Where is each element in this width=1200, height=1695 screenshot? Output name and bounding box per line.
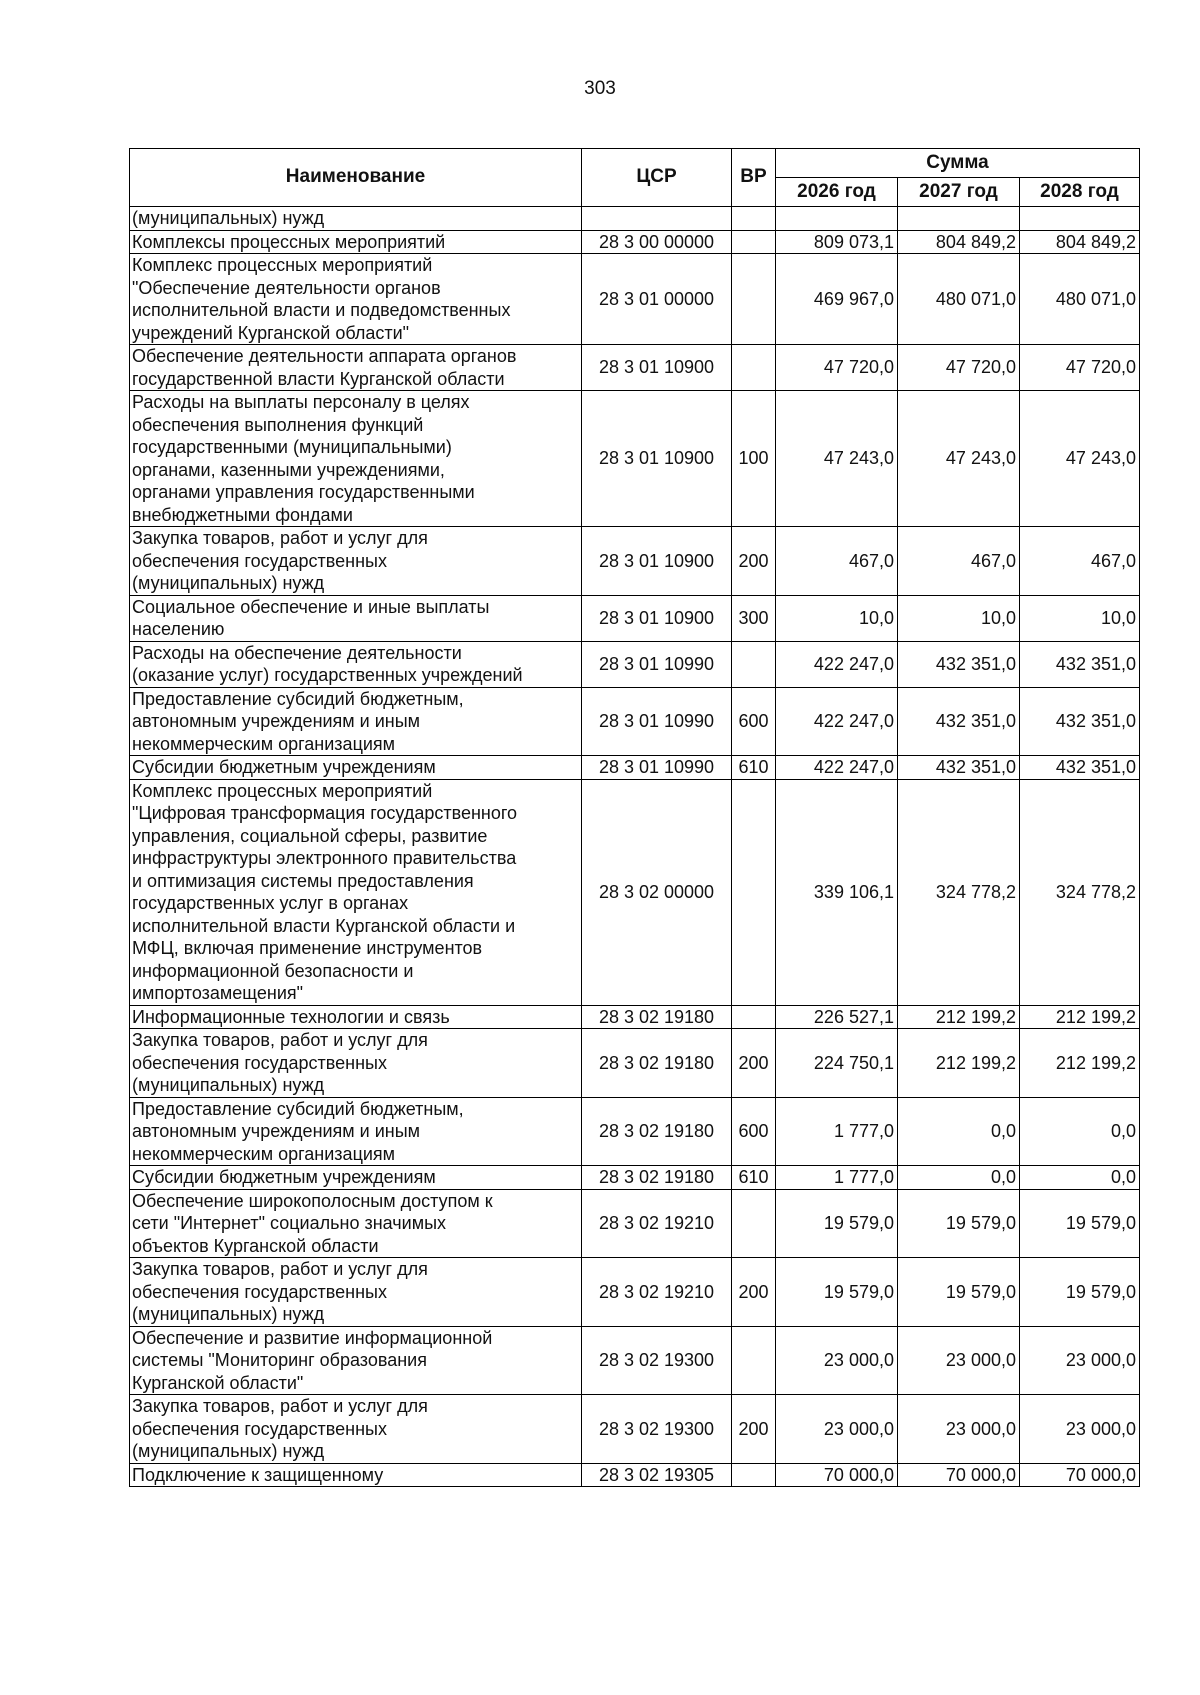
row-amount-2027: 23 000,0 (898, 1326, 1020, 1395)
row-name: Предоставление субсидий бюджетным, автономным учреждениям и иным некоммерческим организациям (130, 1097, 582, 1166)
header-csr: ЦСР (582, 149, 732, 207)
row-amount-2026: 47 720,0 (776, 345, 898, 391)
row-amount-2027: 70 000,0 (898, 1463, 1020, 1487)
row-name: Информационные технологии и связь (130, 1005, 582, 1029)
header-year-2028: 2028 год (1020, 178, 1140, 207)
row-csr: 28 3 02 19300 (582, 1326, 732, 1395)
row-amount-2026: 70 000,0 (776, 1463, 898, 1487)
row-vr (732, 345, 776, 391)
row-vr (732, 641, 776, 687)
row-name: Социальное обеспечение и иные выплаты населению (130, 595, 582, 641)
row-name: Обеспечение и развитие информационной системы "Мониторинг образования Курганской области" (130, 1326, 582, 1395)
row-vr: 300 (732, 595, 776, 641)
row-amount-2027: 804 849,2 (898, 230, 1020, 254)
row-amount-2026 (776, 207, 898, 231)
row-vr: 200 (732, 1395, 776, 1464)
row-name: Закупка товаров, работ и услуг для обеспечения государственных (муниципальных) нужд (130, 1395, 582, 1464)
row-vr: 600 (732, 1097, 776, 1166)
row-amount-2027: 480 071,0 (898, 254, 1020, 345)
row-vr (732, 1189, 776, 1258)
row-name: Закупка товаров, работ и услуг для обеспечения государственных (муниципальных) нужд (130, 1258, 582, 1327)
row-amount-2026: 19 579,0 (776, 1258, 898, 1327)
header-year-2026: 2026 год (776, 178, 898, 207)
row-amount-2028: 0,0 (1020, 1097, 1140, 1166)
table-row (130, 207, 1140, 231)
page-number: 303 (584, 78, 616, 99)
row-vr (732, 779, 776, 1005)
row-amount-2027: 467,0 (898, 527, 1020, 596)
row-vr: 200 (732, 1029, 776, 1098)
row-name: Обеспечение деятельности аппарата органов государственной власти Курганской области (130, 345, 582, 391)
row-amount-2027: 0,0 (898, 1166, 1020, 1190)
row-csr (582, 207, 732, 231)
row-amount-2026: 422 247,0 (776, 641, 898, 687)
row-name: Предоставление субсидий бюджетным, автономным учреждениям и иным некоммерческим организациям (130, 687, 582, 756)
row-amount-2026: 809 073,1 (776, 230, 898, 254)
table-row (130, 345, 1140, 391)
header-vr: ВР (732, 149, 776, 207)
row-amount-2028: 19 579,0 (1020, 1189, 1140, 1258)
table-row (130, 641, 1140, 687)
row-amount-2026: 339 106,1 (776, 779, 898, 1005)
row-amount-2028: 804 849,2 (1020, 230, 1140, 254)
row-csr: 28 3 01 10900 (582, 595, 732, 641)
row-csr: 28 3 00 00000 (582, 230, 732, 254)
row-amount-2027: 432 351,0 (898, 756, 1020, 780)
row-amount-2028: 47 243,0 (1020, 391, 1140, 527)
row-csr: 28 3 02 19210 (582, 1189, 732, 1258)
header-name: Наименование (130, 149, 582, 207)
row-amount-2027: 212 199,2 (898, 1029, 1020, 1098)
row-amount-2027: 432 351,0 (898, 641, 1020, 687)
table-row (130, 230, 1140, 254)
row-amount-2027: 23 000,0 (898, 1395, 1020, 1464)
row-amount-2028: 467,0 (1020, 527, 1140, 596)
table-row (130, 1029, 1140, 1098)
row-amount-2027 (898, 207, 1020, 231)
row-csr: 28 3 02 19180 (582, 1097, 732, 1166)
row-amount-2026: 224 750,1 (776, 1029, 898, 1098)
row-vr (732, 1326, 776, 1395)
row-csr: 28 3 02 19210 (582, 1258, 732, 1327)
row-amount-2028: 432 351,0 (1020, 641, 1140, 687)
row-amount-2028: 19 579,0 (1020, 1258, 1140, 1327)
table-row (130, 1326, 1140, 1395)
row-csr: 28 3 02 00000 (582, 779, 732, 1005)
row-amount-2026: 1 777,0 (776, 1097, 898, 1166)
row-vr: 610 (732, 1166, 776, 1190)
row-csr: 28 3 02 19305 (582, 1463, 732, 1487)
row-amount-2028: 23 000,0 (1020, 1395, 1140, 1464)
row-csr: 28 3 02 19180 (582, 1029, 732, 1098)
row-csr: 28 3 02 19180 (582, 1166, 732, 1190)
table-row (130, 527, 1140, 596)
row-name: Обеспечение широкополосным доступом к сети "Интернет" социально значимых объектов Курганской области (130, 1189, 582, 1258)
header-sum: Сумма (776, 149, 1140, 178)
row-amount-2027: 19 579,0 (898, 1189, 1020, 1258)
table-body (130, 207, 1140, 1487)
row-amount-2027: 212 199,2 (898, 1005, 1020, 1029)
row-amount-2026: 23 000,0 (776, 1395, 898, 1464)
row-name: Комплекс процессных мероприятий "Обеспечение деятельности органов исполнительной власти и подведомственных учреждений Курганской области" (130, 254, 582, 345)
row-amount-2027: 47 720,0 (898, 345, 1020, 391)
table-row (130, 1463, 1140, 1487)
row-vr: 200 (732, 1258, 776, 1327)
row-amount-2027: 47 243,0 (898, 391, 1020, 527)
row-vr (732, 207, 776, 231)
table-row (130, 756, 1140, 780)
table-row (130, 1097, 1140, 1166)
row-csr: 28 3 01 10990 (582, 687, 732, 756)
row-name: Расходы на выплаты персоналу в целях обеспечения выполнения функций государственными (муниципальными) органами, казенными учреждениями, органами управления государственными внебюджетными фондами (130, 391, 582, 527)
row-amount-2028: 480 071,0 (1020, 254, 1140, 345)
row-name: Комплексы процессных мероприятий (130, 230, 582, 254)
row-amount-2026: 226 527,1 (776, 1005, 898, 1029)
table-row (130, 1166, 1140, 1190)
row-vr: 200 (732, 527, 776, 596)
table-header (130, 149, 1140, 207)
row-vr: 600 (732, 687, 776, 756)
row-amount-2027: 10,0 (898, 595, 1020, 641)
row-amount-2028: 324 778,2 (1020, 779, 1140, 1005)
row-amount-2027: 324 778,2 (898, 779, 1020, 1005)
row-csr: 28 3 02 19180 (582, 1005, 732, 1029)
row-amount-2028: 0,0 (1020, 1166, 1140, 1190)
row-name: Комплекс процессных мероприятий "Цифровая трансформация государственного управления, социальной сферы, развитие инфраструктуры электронного правительства и оптимизация системы предоставления государственных услуг в органах исполнительной власти Курганской области и МФЦ, включая применение инструментов информационной безопасности и импортозамещения" (130, 779, 582, 1005)
row-vr (732, 254, 776, 345)
row-vr (732, 1463, 776, 1487)
row-amount-2026: 422 247,0 (776, 756, 898, 780)
header-year-2027: 2027 год (898, 178, 1020, 207)
table-row (130, 1189, 1140, 1258)
row-amount-2026: 469 967,0 (776, 254, 898, 345)
row-amount-2026: 19 579,0 (776, 1189, 898, 1258)
row-amount-2026: 422 247,0 (776, 687, 898, 756)
row-csr: 28 3 02 19300 (582, 1395, 732, 1464)
row-amount-2027: 0,0 (898, 1097, 1020, 1166)
row-csr: 28 3 01 10900 (582, 391, 732, 527)
row-amount-2028 (1020, 207, 1140, 231)
row-name: Субсидии бюджетным учреждениям (130, 756, 582, 780)
row-name: (муниципальных) нужд (130, 207, 582, 231)
row-csr: 28 3 01 10900 (582, 345, 732, 391)
table-row (130, 779, 1140, 1005)
row-amount-2027: 432 351,0 (898, 687, 1020, 756)
row-amount-2028: 23 000,0 (1020, 1326, 1140, 1395)
row-amount-2026: 10,0 (776, 595, 898, 641)
row-name: Закупка товаров, работ и услуг для обеспечения государственных (муниципальных) нужд (130, 1029, 582, 1098)
row-amount-2028: 212 199,2 (1020, 1029, 1140, 1098)
table-row (130, 1258, 1140, 1327)
row-amount-2026: 47 243,0 (776, 391, 898, 527)
table-row (130, 687, 1140, 756)
row-vr: 100 (732, 391, 776, 527)
row-csr: 28 3 01 10990 (582, 641, 732, 687)
budget-table (129, 148, 1140, 1487)
row-name: Подключение к защищенному (130, 1463, 582, 1487)
table-row (130, 254, 1140, 345)
table-row (130, 391, 1140, 527)
row-amount-2028: 47 720,0 (1020, 345, 1140, 391)
row-name: Расходы на обеспечение деятельности (оказание услуг) государственных учреждений (130, 641, 582, 687)
row-amount-2026: 23 000,0 (776, 1326, 898, 1395)
row-csr: 28 3 01 10990 (582, 756, 732, 780)
row-name: Субсидии бюджетным учреждениям (130, 1166, 582, 1190)
row-amount-2028: 432 351,0 (1020, 756, 1140, 780)
row-name: Закупка товаров, работ и услуг для обеспечения государственных (муниципальных) нужд (130, 527, 582, 596)
row-amount-2027: 19 579,0 (898, 1258, 1020, 1327)
row-amount-2028: 70 000,0 (1020, 1463, 1140, 1487)
row-csr: 28 3 01 10900 (582, 527, 732, 596)
table-row (130, 595, 1140, 641)
table-row (130, 1395, 1140, 1464)
row-amount-2026: 467,0 (776, 527, 898, 596)
row-amount-2028: 212 199,2 (1020, 1005, 1140, 1029)
row-vr (732, 1005, 776, 1029)
row-csr: 28 3 01 00000 (582, 254, 732, 345)
row-amount-2028: 432 351,0 (1020, 687, 1140, 756)
row-vr (732, 230, 776, 254)
row-vr: 610 (732, 756, 776, 780)
row-amount-2026: 1 777,0 (776, 1166, 898, 1190)
table-row (130, 1005, 1140, 1029)
row-amount-2028: 10,0 (1020, 595, 1140, 641)
